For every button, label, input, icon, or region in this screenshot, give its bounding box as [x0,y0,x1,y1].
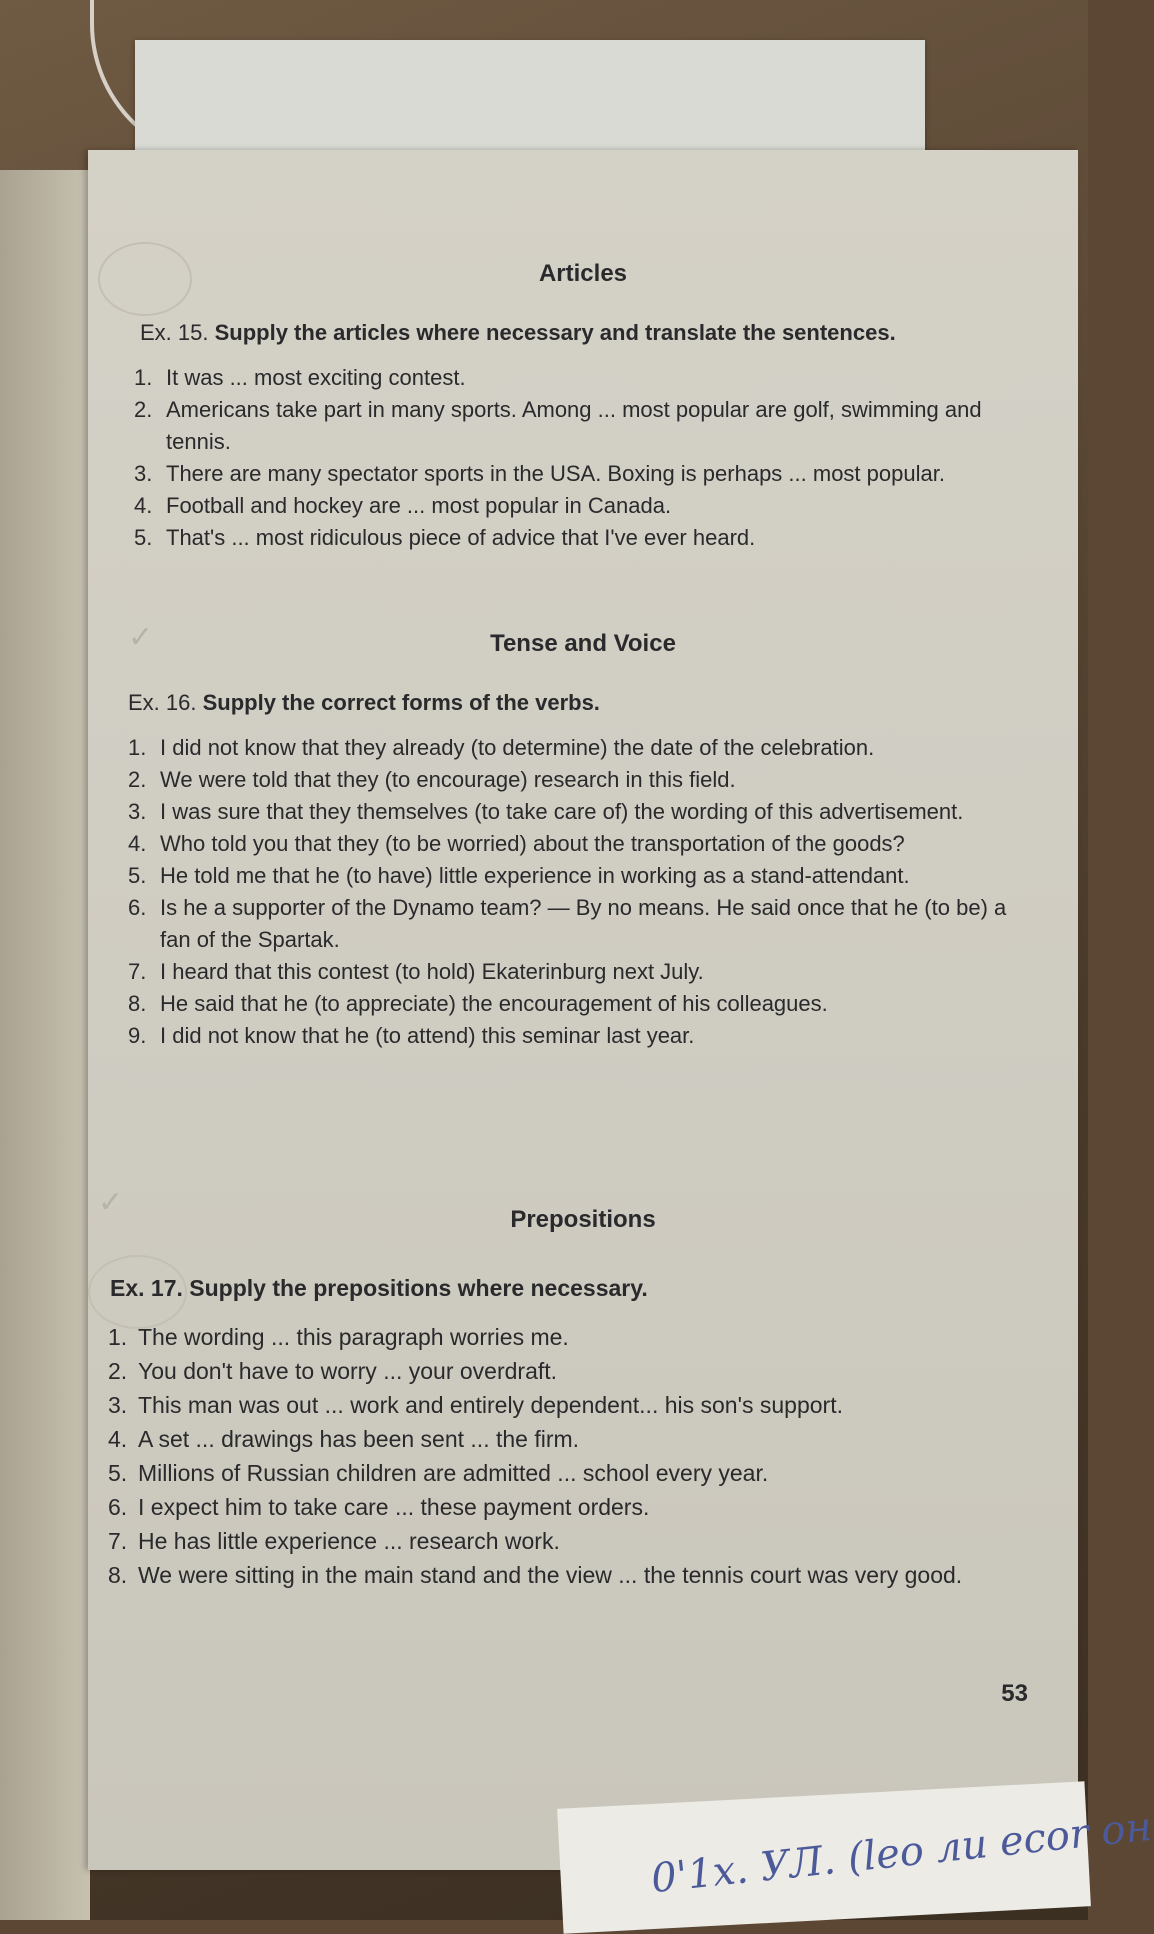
list-item [108,1456,1038,1490]
item-text: There are many spectator sports in the USA. Boxing is perhaps ... most popular. [166,461,945,486]
list-item [134,458,1014,490]
item-number: 8. [108,1562,128,1588]
exercise-16-instruction: Supply the correct forms of the verbs. [202,690,600,715]
item-text: The wording ... this paragraph worries me. [138,1324,569,1350]
item-text: I heard that this contest (to hold) Ekaterinburg next July. [160,959,704,984]
page-number: 53 [1001,1680,1028,1707]
item-number: 1. [108,1324,128,1350]
item-number: 4. [128,831,147,856]
item-text: He has little experience ... research work. [138,1528,560,1554]
item-number: 4. [134,493,153,518]
list-item [128,860,1028,892]
item-number: 8. [128,991,147,1016]
exercise-17-instruction: Supply the prepositions where necessary. [189,1275,648,1301]
list-item [128,892,1028,956]
item-number: 9. [128,1023,147,1048]
pencil-circle-mark [98,242,192,316]
exercise-16-heading [128,690,600,716]
list-item [108,1320,1038,1354]
list-item [108,1388,1038,1422]
section-title-articles: Articles [538,260,628,287]
list-item [128,732,1028,764]
item-number: 3. [128,799,147,824]
exercise-17-heading [110,1275,648,1302]
item-text: Who told you that they (to be worried) about the transportation of the goods? [160,831,905,856]
section-title-prepositions: Prepositions [510,1206,656,1233]
list-item [128,1020,1028,1052]
list-item [108,1524,1038,1558]
item-number: 7. [128,959,147,984]
list-item [108,1354,1038,1388]
list-item [128,796,1028,828]
pencil-check-mark: ✓ [98,1186,124,1219]
item-text: I was sure that they themselves (to take care of) the wording of this advertisement. [160,799,964,824]
exercise-15-list [134,362,1014,554]
book-page [88,150,1078,1870]
item-text: It was ... most exciting contest. [166,365,466,390]
item-number: 2. [134,397,153,422]
item-number: 3. [108,1392,128,1418]
item-number: 2. [128,767,147,792]
item-number: 1. [134,365,153,390]
item-number: 4. [108,1426,128,1452]
list-item [134,362,1014,394]
section-title-tense-and-voice: Tense and Voice [490,630,676,657]
list-item [134,394,1014,458]
list-item [128,956,1028,988]
list-item [108,1422,1038,1456]
item-text: He told me that he (to have) little experience in working as a stand-attendant. [160,863,910,888]
list-item [128,988,1028,1020]
item-text: I did not know that he (to attend) this seminar last year. [160,1023,695,1048]
exercise-17-list [108,1320,1038,1592]
item-number: 6. [128,895,147,920]
item-text: A set ... drawings has been sent ... the firm. [138,1426,580,1452]
exercise-15-instruction: Supply the articles where necessary and translate the sentences. [214,320,896,345]
list-item [108,1490,1038,1524]
item-number: 6. [108,1494,128,1520]
list-item [128,764,1028,796]
exercise-15-number: Ex. 15. [140,320,209,345]
item-text: Is he a supporter of the Dynamo team? — By no means. He said once that he (to be) a fan of the Spartak. [160,895,1007,952]
item-number: 5. [108,1460,128,1486]
item-text: We were told that they (to encourage) research in this field. [160,767,736,792]
item-number: 5. [128,863,147,888]
item-text: He said that he (to appreciate) the encouragement of his colleagues. [160,991,828,1016]
item-number: 7. [108,1528,128,1554]
item-number: 5. [134,525,153,550]
list-item [134,522,1014,554]
exercise-16-number: Ex. 16. [128,690,197,715]
item-text: Americans take part in many sports. Among ... most popular are golf, swimming and tennis. [166,397,982,454]
list-item [108,1558,1038,1592]
exercise-15-heading [140,320,896,346]
item-number: 2. [108,1358,128,1384]
item-text: You don't have to worry ... your overdraft. [138,1358,558,1384]
list-item [128,828,1028,860]
item-text: Millions of Russian children are admitted ... school every year. [138,1460,769,1486]
item-text: We were sitting in the main stand and the view ... the tennis court was very good. [138,1562,963,1588]
left-page-edge [0,170,90,1920]
exercise-16-list [128,732,1028,1052]
item-text: This man was out ... work and entirely dependent... his son's support. [138,1392,843,1418]
item-text: I expect him to take care ... these payment orders. [138,1494,650,1520]
item-number: 1. [128,735,147,760]
exercise-17-number: Ex. 17. [110,1275,183,1301]
list-item [134,490,1014,522]
item-text: Football and hockey are ... most popular in Canada. [166,493,672,518]
item-text: I did not know that they already (to determine) the date of the celebration. [160,735,875,760]
pencil-check-mark: ✓ [128,621,154,654]
item-number: 3. [134,461,153,486]
handwritten-note: 0'1x. УЛ. (leo ли ecor он [648,1803,1154,1903]
item-text: That's ... most ridiculous piece of advice that I've ever heard. [166,525,756,550]
